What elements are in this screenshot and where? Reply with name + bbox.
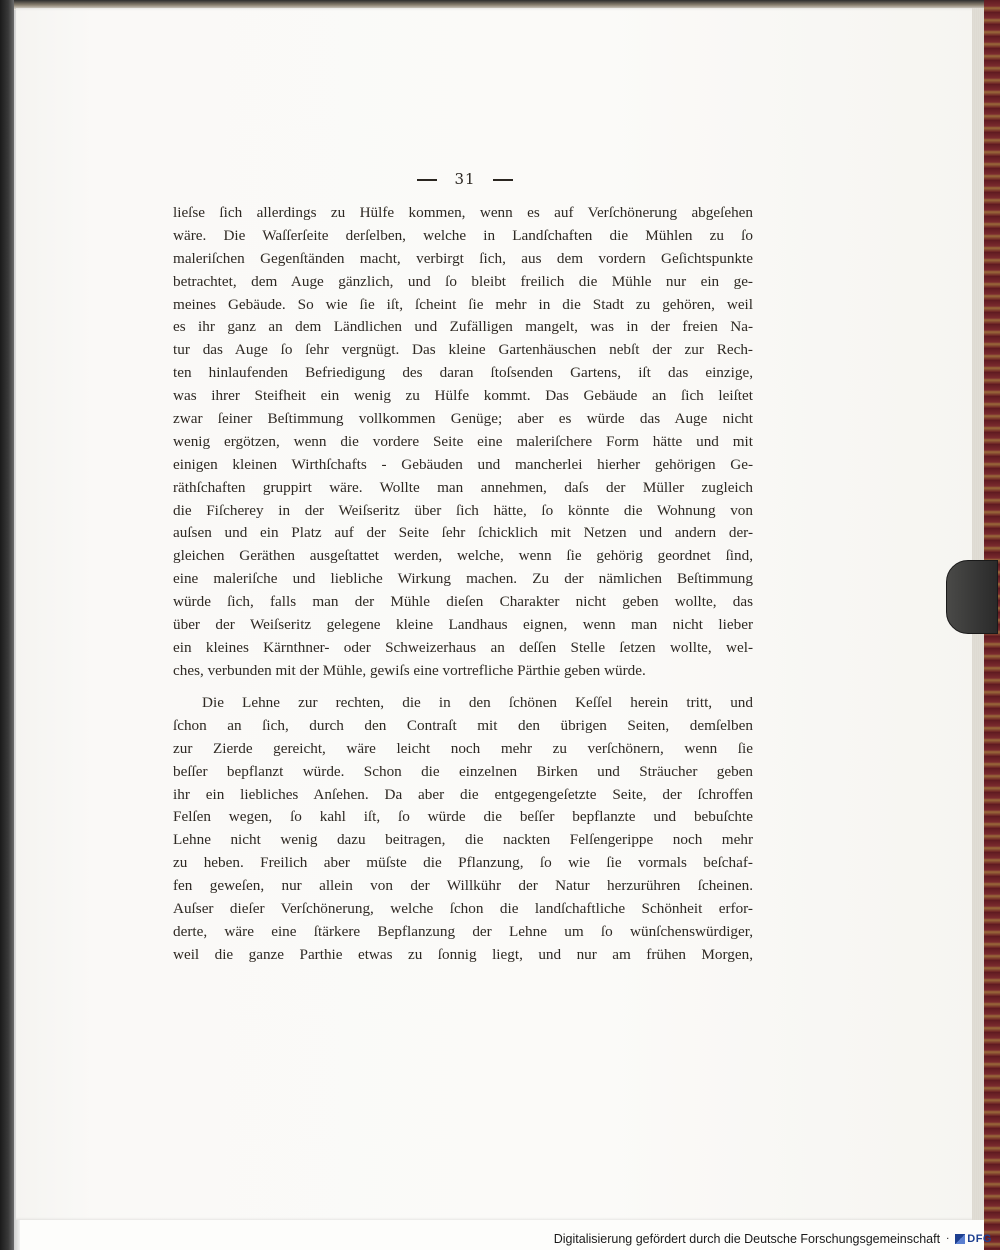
text-line: ſchon an ſich, durch den Contraſt mit den übrigen Seiten, demſelben [173, 716, 753, 734]
text-line: einigen kleinen Wirthſchafts - Gebäuden und mancherlei hierher gehörigen Ge- [173, 455, 753, 473]
text-line: was ihrer Steifheit ein wenig zu Hülfe kommt. Das Gebäude an ſich leiſtet [173, 387, 753, 405]
text-line: wenig ergötzen, wenn die vordere Seite eine maleriſchere Form hätte und mit [173, 432, 753, 450]
dfg-logo [955, 1232, 992, 1246]
text-line: es ihr ganz an dem Ländlichen und Zufälligen mangelt, was in der freien Na- [173, 318, 753, 336]
bookmark-tab [946, 560, 998, 634]
text-line: zu heben. Freilich aber müſste die Pflanzung, ſo wie ſie vormals beſchaf- [173, 854, 753, 872]
text-line: über der Weiſseritz gelegene kleine Landhaus eignen, wenn man nicht lieber [173, 616, 753, 634]
dfg-logo-text: DFG [967, 1233, 992, 1245]
page-number: 31 [454, 170, 476, 188]
text-line: die Fiſcherey in der Weiſseritz über ſich hätte, ſo könnte die Wohnung von [173, 501, 753, 519]
text-line: Auſser dieſer Verſchönerung, welche ſchon die landſchaftliche Schönheit erfor- [173, 900, 753, 918]
text-line: auſsen und ein Platz auf der Seite ſehr ſchicklich mit Netzen und andern der- [173, 524, 753, 542]
page-number-dash-right [493, 179, 513, 181]
text-line: Felſen wegen, ſo kahl iſt, ſo würde die beſſer bepflanzte und bebuſchte [173, 808, 753, 826]
text-line: lieſse ſich allerdings zu Hülfe kommen, wenn es auf Verſchönerung abgeſehen [173, 204, 753, 221]
text-line: ten hinlaufenden Befriedigung des daran ſtoſsenden Gartens, iſt das einzige, [173, 364, 753, 382]
paragraph-1 [173, 202, 753, 683]
text-line: fen geweſen, nur allein von der Willkühr der Natur herzurühren ſcheinen. [173, 877, 753, 895]
text-line: ches, verbunden mit der Mühle, gewiſs eine vortrefliche Pärthie geben würde. [173, 661, 646, 679]
text-line: beſſer bepflanzt würde. Schon die einzelnen Birken und Sträucher geben [173, 762, 753, 780]
text-line: zur Zierde gereicht, wäre leicht noch mehr zu verſchönern, wenn ſie [173, 739, 753, 757]
text-line: Die Lehne zur rechten, die in den ſchönen Keſſel herein tritt, und [202, 694, 753, 711]
page-number-header [0, 170, 930, 188]
footer-credit-text: Digitalisierung gefördert durch die Deutsche Forschungsgemeinschaft [553, 1232, 941, 1246]
dfg-logo-icon [955, 1234, 965, 1244]
text-line: gleichen Geräthen ausgeſtattet werden, welche, wenn ſie gehörig geordnet ſind, [173, 547, 753, 565]
text-line: ein kleines Kärnthner- oder Schweizerhaus an deſſen Stelle ſetzen wollte, wel- [173, 638, 753, 656]
paragraph-2 [173, 692, 753, 967]
digitization-footer [554, 1230, 992, 1248]
text-line: würde ſich, falls man der Mühle dieſen Charakter nicht geben wollte, das [173, 593, 753, 611]
text-line: räthſchaften gruppirt wäre. Wollte man annehmen, daſs der Müller zugleich [173, 478, 753, 496]
text-line: meines Gebäude. So wie ſie iſt, ſcheint ſie mehr in die Stadt zu gehören, weil [173, 295, 753, 313]
text-line: tur das Auge ſo ſehr vergnügt. Das kleine Gartenhäuschen nebſt der zur Rech- [173, 341, 753, 359]
text-line: betrachtet, dem Auge gänzlich, und ſo bleibt freilich die Mühle nur ein ge- [173, 272, 753, 290]
text-line: ihr ein liebliches Anſehen. Da aber die entgegengeſetzte Seite, der ſchroffen [173, 785, 753, 803]
text-line: wäre. Die Waſſerſeite derſelben, welche in Landſchaften die Mühlen zu ſo [173, 226, 753, 244]
text-line: maleriſchen Gegenſtänden macht, verbirgt ſich, aus dem vordern Geſichtspunkte [173, 249, 753, 267]
text-line: weil die ganze Parthie etwas zu ſonnig liegt, und nur am frühen Morgen, [173, 945, 753, 963]
page-number-dash-left [417, 179, 437, 181]
text-line: zwar ſeiner Beſtimmung vollkommen Genüge; aber es würde das Auge nicht [173, 410, 753, 428]
text-line: Lehne nicht wenig dazu beitragen, die nackten Felſengerippe noch mehr [173, 831, 753, 849]
footer-separator: · [946, 1233, 950, 1245]
text-line: eine maleriſche und liebliche Wirkung machen. Zu der nämlichen Beſtimmung [173, 570, 753, 588]
text-line: derte, wäre eine ſtärkere Bepflanzung der Lehne um ſo wünſchenswürdiger, [173, 922, 753, 940]
